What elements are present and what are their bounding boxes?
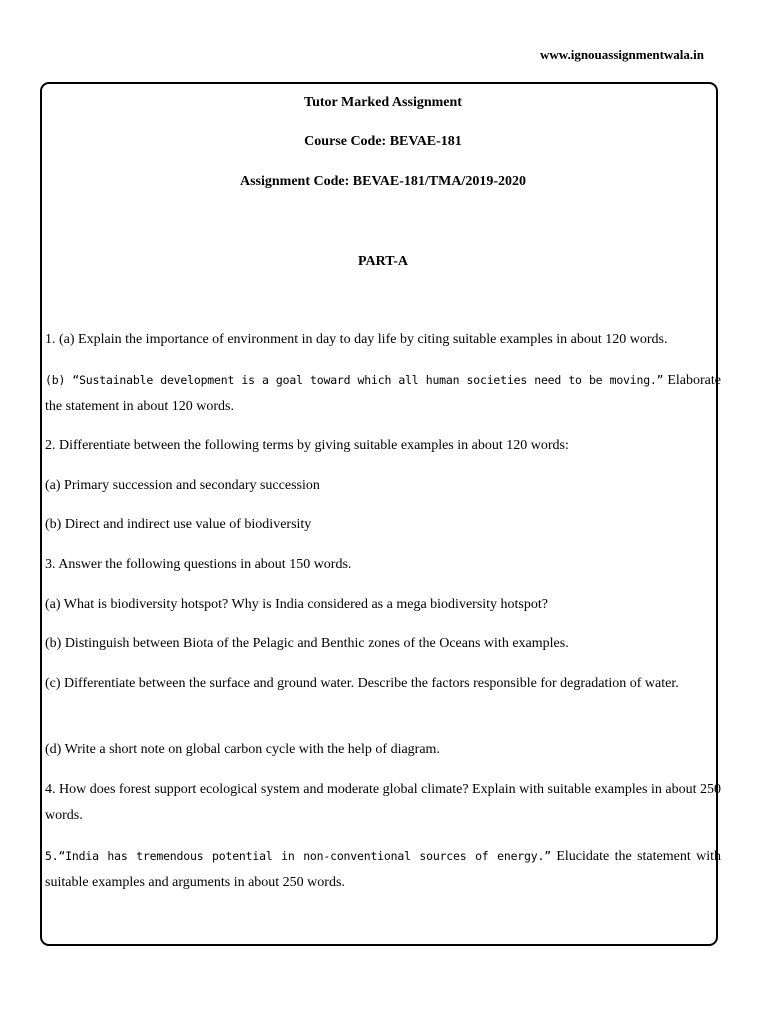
question-5-quote: 5.“India has tremendous potential in non-conventional sources of energy.” — [45, 849, 551, 863]
question-1b-rest: Elaborate the statement in about 120 words. — [45, 373, 721, 414]
question-3c: (c) Differentiate between the surface and ground water. Describe the factors responsible for degradation of water. — [45, 676, 679, 691]
assignment-type-heading: Tutor Marked Assignment — [304, 95, 462, 110]
question-1b — [45, 367, 721, 420]
question-3b: (b) Distinguish between Biota of the Pelagic and Benthic zones of the Oceans with examples. — [45, 636, 569, 651]
question-4: 4. How does forest support ecological system and moderate global climate? Explain with suitable examples in about 250 words. — [45, 782, 721, 823]
question-3: 3. Answer the following questions in about 150 words. — [45, 557, 352, 572]
question-3a: (a) What is biodiversity hotspot? Why is India considered as a mega biodiversity hotspot? — [45, 597, 548, 612]
question-1b-quote: (b) “Sustainable development is a goal toward which all human societies need to be moving.” — [45, 373, 664, 387]
website-url: www.ignouassignmentwala.in — [540, 47, 704, 62]
question-5-rest: Elucidate the statement with suitable examples and arguments in about 250 words. — [45, 849, 721, 890]
assignment-code-heading: Assignment Code: BEVAE-181/TMA/2019-2020 — [240, 174, 526, 189]
question-1a: 1. (a) Explain the importance of environment in day to day life by citing suitable examples in about 120 words. — [45, 332, 668, 347]
part-a-heading: PART-A — [357, 254, 409, 269]
question-5 — [45, 843, 721, 896]
course-code-heading: Course Code: BEVAE-181 — [304, 134, 462, 149]
question-2a: (a) Primary succession and secondary succession — [45, 478, 320, 493]
question-3d: (d) Write a short note on global carbon cycle with the help of diagram. — [45, 742, 440, 757]
question-2b: (b) Direct and indirect use value of biodiversity — [45, 517, 312, 532]
question-2: 2. Differentiate between the following terms by giving suitable examples in about 120 words: — [45, 438, 569, 453]
